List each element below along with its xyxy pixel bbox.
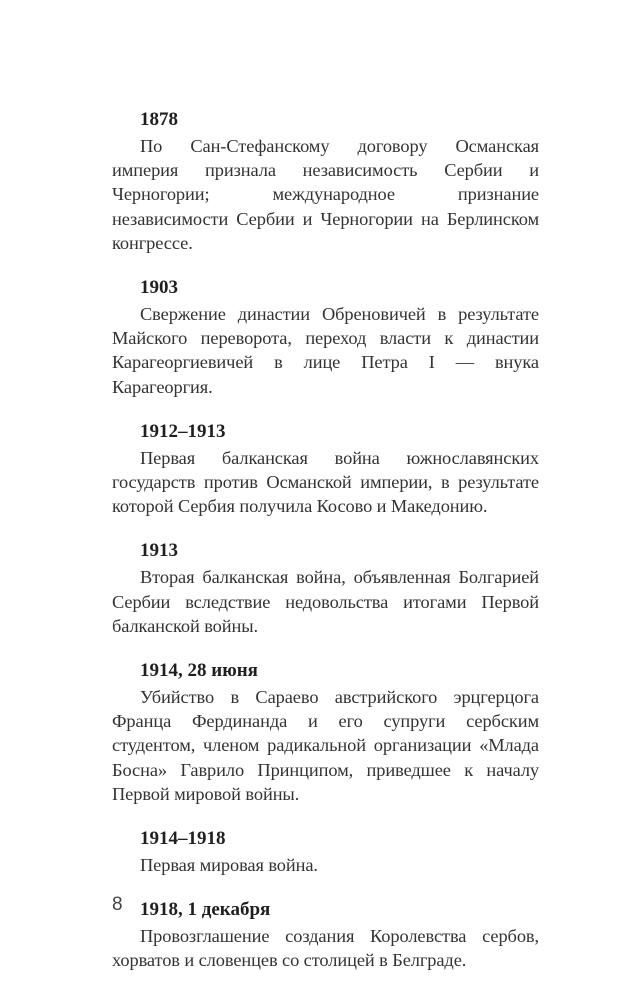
chronology-entry-1914-june-28 (112, 659, 539, 806)
entry-year: 1914–1918 (140, 828, 226, 850)
page-number: 8 (112, 894, 123, 915)
entry-year: 1912–1913 (140, 420, 226, 442)
chronology-entry-1903 (112, 276, 539, 399)
chronology-entry-1912-1913 (112, 420, 539, 519)
entry-text: Первая мировая война. (140, 855, 318, 876)
entry-text: Провозглашение создания Королевства сербов, хорватов и словенцев со столицей в Белграде. (112, 926, 539, 971)
entry-text: Первая балканская война южнославянских государств против Османской империи, в результате которой Сербия получила Косово и Македонию. (112, 447, 539, 517)
entry-text: Свержение династии Обреновичей в результате Майского переворота, переход власти к династии Карагеоргиевичей в лице Петра I — внука Карагеоргия. (112, 304, 539, 397)
entry-text: Убийство в Сараево австрийского эрцгерцога Франца Фердинанда и его супруги сербским студентом, членом радикальной организации «Млада Босна» Гаврило Принципом, приведшее к началу Первой мировой войны. (112, 687, 539, 804)
entry-year: 1903 (140, 277, 178, 299)
entry-text: По Сан-Стефанскому договору Османская империя признала независимость Сербии и Черногории; международное признание независимости Сербии и Черногории на Берлинском конгрессе. (112, 136, 539, 253)
entry-year: 1913 (140, 540, 178, 562)
chronology-entry-1878 (112, 108, 539, 255)
chronology-entry-1918-december-1 (112, 898, 539, 972)
chronology-entry-1913 (112, 539, 539, 638)
chronology-page (112, 108, 539, 994)
entry-year: 1878 (140, 109, 178, 130)
entry-text: Вторая балканская война, объявленная Болгарией Сербии вследствие недовольства итогами Первой балканской войны. (112, 567, 539, 636)
entry-year: 1918, 1 декабря (140, 899, 271, 921)
chronology-entry-1914-1918 (112, 827, 539, 877)
entry-year: 1914, 28 июня (140, 660, 258, 682)
